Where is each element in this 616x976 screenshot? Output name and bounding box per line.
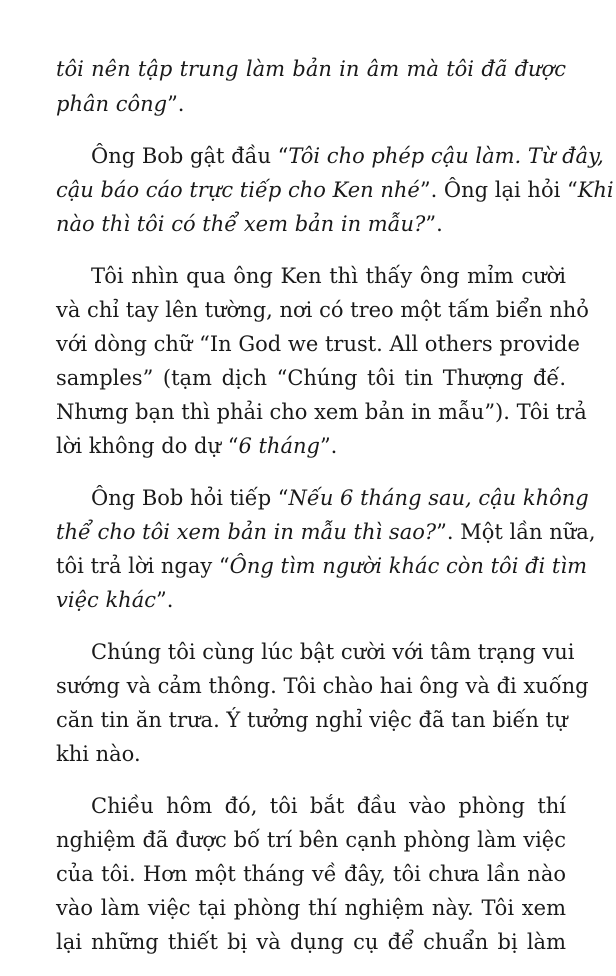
- text-segment: lại những thiết bị và dụng cụ để chuẩn bị làm: [56, 930, 566, 954]
- italic-text: phân công: [56, 92, 168, 116]
- text-line: [56, 857, 566, 891]
- italic-text: Khi: [577, 178, 614, 202]
- text-segment: ”.: [167, 92, 185, 116]
- text-segment: tôi trả lời ngay “: [56, 554, 230, 578]
- text-line: [56, 891, 566, 925]
- text-segment: với dòng chữ “In God we trust. All others provide: [56, 332, 580, 356]
- text-segment: samples” (tạm dịch “Chúng tôi tin Thượng đế.: [56, 366, 566, 390]
- italic-text: Ông tìm người khác còn tôi đi tìm: [229, 554, 587, 578]
- text-line: [56, 925, 566, 959]
- text-segment: ”.: [425, 212, 443, 236]
- text-line: [56, 669, 589, 703]
- italic-text: Nếu 6 tháng sau, cậu không: [288, 486, 589, 510]
- text-line: [56, 361, 566, 395]
- text-segment: ”.: [155, 588, 174, 612]
- text-line: [56, 395, 587, 429]
- italic-text: nào thì tôi có thể xem bản in mẫu?: [56, 212, 426, 236]
- italic-text: Tôi cho phép cậu làm. Từ đây,: [288, 144, 604, 168]
- text-line: [56, 87, 566, 121]
- text-line: [56, 293, 589, 327]
- text-segment: Tôi nhìn qua ông Ken thì thấy ông mỉm cười: [91, 264, 566, 288]
- text-line: [91, 259, 566, 293]
- text-line: [91, 635, 575, 669]
- italic-text: thể cho tôi xem bản in mẫu thì sao?: [56, 520, 437, 544]
- text-segment: và chỉ tay lên tường, nơi có treo một tấm biển nhỏ: [56, 298, 589, 322]
- text-line: [56, 207, 566, 241]
- text-segment: ”.: [319, 434, 338, 458]
- text-segment: sướng và cảm thông. Tôi chào hai ông và đi xuống: [56, 674, 589, 698]
- text-line: [56, 515, 596, 549]
- text-segment: Nhưng bạn thì phải cho xem bản in mẫu”). Tôi trả: [56, 400, 587, 424]
- text-line: [56, 52, 566, 86]
- italic-text: cậu báo cáo trực tiếp cho Ken nhé: [56, 178, 420, 202]
- text-segment: lời không do dự “: [56, 434, 239, 458]
- text-segment: ”. Một lần nữa,: [436, 520, 596, 544]
- text-segment: Ông Bob gật đầu “: [91, 144, 289, 168]
- text-segment: của tôi. Hơn một tháng về đây, tôi chưa lần nào: [56, 862, 566, 886]
- text-segment: căn tin ăn trưa. Ý tưởng nghỉ việc đã tan biến tự: [56, 708, 568, 732]
- text-segment: khi nào.: [56, 742, 141, 766]
- text-line: [56, 823, 566, 857]
- text-segment: nghiệm đã được bố trí bên cạnh phòng làm việc: [56, 828, 566, 852]
- italic-text: tôi nên tập trung làm bản in âm mà tôi đã được: [56, 57, 566, 81]
- italic-text: việc khác: [56, 588, 156, 612]
- text-line: [56, 583, 566, 617]
- text-line: [56, 703, 566, 737]
- text-line: [56, 327, 580, 361]
- text-line: [91, 789, 566, 823]
- text-segment: Chúng tôi cùng lúc bật cười với tâm trạng vui: [91, 640, 575, 664]
- text-segment: vào làm việc tại phòng thí nghiệm này. Tôi xem: [56, 896, 566, 920]
- text-line: [56, 549, 587, 583]
- text-line: [91, 481, 589, 515]
- text-line: [56, 173, 614, 207]
- text-segment: Chiều hôm đó, tôi bắt đầu vào phòng thí: [91, 794, 566, 818]
- text-segment: Ông Bob hỏi tiếp “: [91, 486, 289, 510]
- italic-text: 6 tháng: [238, 434, 320, 458]
- text-line: [56, 429, 566, 463]
- text-line: [91, 139, 604, 173]
- text-line: [56, 737, 566, 771]
- text-segment: ”. Ông lại hỏi “: [419, 178, 578, 202]
